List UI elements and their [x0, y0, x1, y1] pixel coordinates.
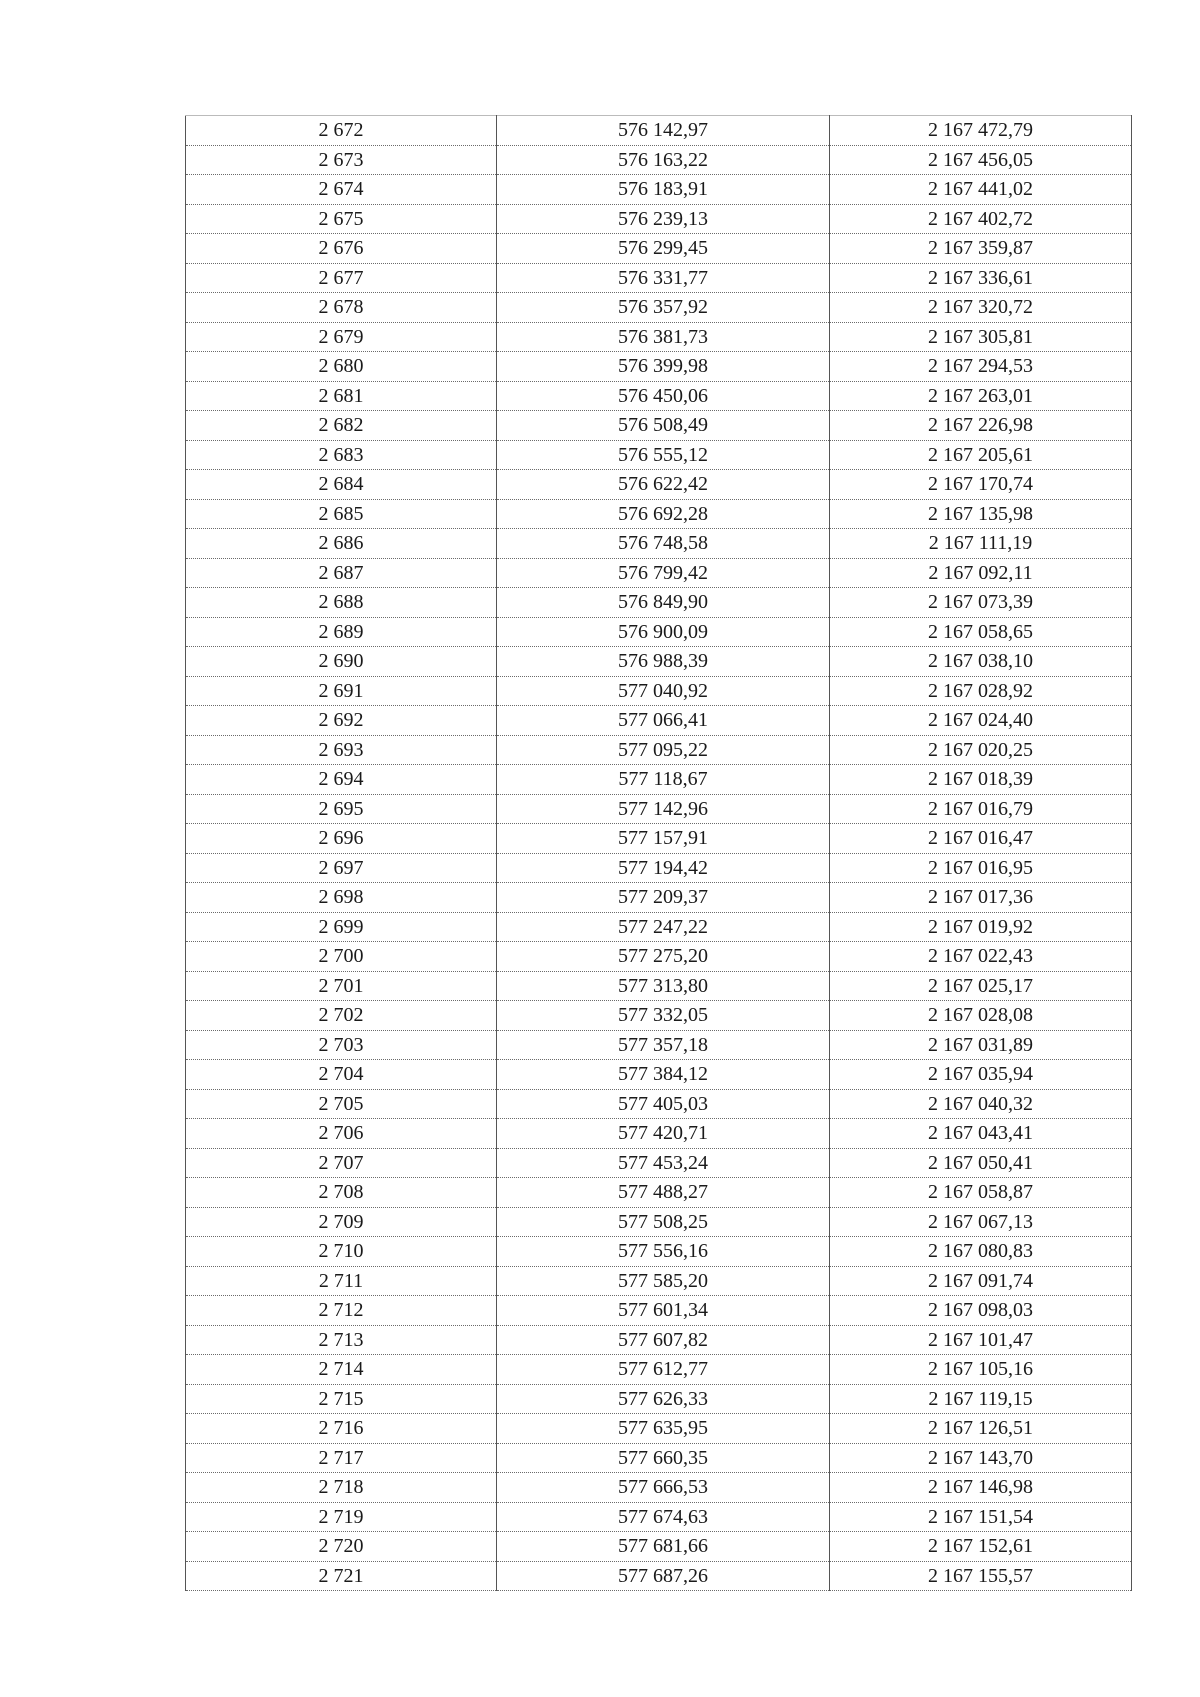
x-coordinate-cell: 576 450,06 — [497, 381, 830, 411]
y-coordinate-cell: 2 167 035,94 — [830, 1060, 1132, 1090]
x-coordinate-cell: 577 607,82 — [497, 1325, 830, 1355]
point-number-cell: 2 699 — [186, 912, 497, 942]
point-number-cell: 2 684 — [186, 470, 497, 500]
y-coordinate-cell: 2 167 016,95 — [830, 853, 1132, 883]
y-coordinate-cell: 2 167 092,11 — [830, 558, 1132, 588]
table-row — [186, 1148, 1132, 1178]
x-coordinate-cell: 576 163,22 — [497, 145, 830, 175]
y-coordinate-cell: 2 167 441,02 — [830, 175, 1132, 205]
point-number-cell: 2 688 — [186, 588, 497, 618]
x-coordinate-cell: 576 748,58 — [497, 529, 830, 559]
table-row — [186, 1355, 1132, 1385]
x-coordinate-cell: 577 556,16 — [497, 1237, 830, 1267]
table-row — [186, 883, 1132, 913]
y-coordinate-cell: 2 167 170,74 — [830, 470, 1132, 500]
x-coordinate-cell: 577 626,33 — [497, 1384, 830, 1414]
point-number-cell: 2 689 — [186, 617, 497, 647]
x-coordinate-cell: 577 601,34 — [497, 1296, 830, 1326]
table-row — [186, 529, 1132, 559]
x-coordinate-cell: 577 674,63 — [497, 1502, 830, 1532]
x-coordinate-cell: 577 275,20 — [497, 942, 830, 972]
x-coordinate-cell: 577 247,22 — [497, 912, 830, 942]
table-row — [186, 824, 1132, 854]
coordinates-table-body — [186, 116, 1132, 1591]
table-row — [186, 1030, 1132, 1060]
table-row — [186, 1001, 1132, 1031]
point-number-cell: 2 708 — [186, 1178, 497, 1208]
x-coordinate-cell: 577 635,95 — [497, 1414, 830, 1444]
table-row — [186, 1207, 1132, 1237]
table-row — [186, 263, 1132, 293]
y-coordinate-cell: 2 167 028,92 — [830, 676, 1132, 706]
coordinates-table — [185, 115, 1132, 1591]
table-row — [186, 853, 1132, 883]
point-number-cell: 2 710 — [186, 1237, 497, 1267]
x-coordinate-cell: 577 612,77 — [497, 1355, 830, 1385]
x-coordinate-cell: 577 508,25 — [497, 1207, 830, 1237]
point-number-cell: 2 700 — [186, 942, 497, 972]
point-number-cell: 2 718 — [186, 1473, 497, 1503]
x-coordinate-cell: 576 381,73 — [497, 322, 830, 352]
y-coordinate-cell: 2 167 119,15 — [830, 1384, 1132, 1414]
point-number-cell: 2 712 — [186, 1296, 497, 1326]
table-row — [186, 1502, 1132, 1532]
table-row — [186, 145, 1132, 175]
y-coordinate-cell: 2 167 098,03 — [830, 1296, 1132, 1326]
table-row — [186, 1443, 1132, 1473]
table-row — [186, 440, 1132, 470]
x-coordinate-cell: 576 988,39 — [497, 647, 830, 677]
point-number-cell: 2 717 — [186, 1443, 497, 1473]
point-number-cell: 2 721 — [186, 1561, 497, 1591]
x-coordinate-cell: 577 095,22 — [497, 735, 830, 765]
table-row — [186, 1561, 1132, 1591]
y-coordinate-cell: 2 167 067,13 — [830, 1207, 1132, 1237]
table-row — [186, 912, 1132, 942]
x-coordinate-cell: 577 687,26 — [497, 1561, 830, 1591]
table-row — [186, 175, 1132, 205]
table-row — [186, 765, 1132, 795]
x-coordinate-cell: 577 666,53 — [497, 1473, 830, 1503]
point-number-cell: 2 706 — [186, 1119, 497, 1149]
x-coordinate-cell: 576 508,49 — [497, 411, 830, 441]
point-number-cell: 2 693 — [186, 735, 497, 765]
table-row — [186, 971, 1132, 1001]
table-row — [186, 1237, 1132, 1267]
x-coordinate-cell: 577 681,66 — [497, 1532, 830, 1562]
y-coordinate-cell: 2 167 073,39 — [830, 588, 1132, 618]
table-row — [186, 1384, 1132, 1414]
y-coordinate-cell: 2 167 017,36 — [830, 883, 1132, 913]
x-coordinate-cell: 576 692,28 — [497, 499, 830, 529]
point-number-cell: 2 674 — [186, 175, 497, 205]
y-coordinate-cell: 2 167 151,54 — [830, 1502, 1132, 1532]
x-coordinate-cell: 577 660,35 — [497, 1443, 830, 1473]
point-number-cell: 2 695 — [186, 794, 497, 824]
table-row — [186, 1414, 1132, 1444]
y-coordinate-cell: 2 167 472,79 — [830, 116, 1132, 146]
x-coordinate-cell: 577 405,03 — [497, 1089, 830, 1119]
point-number-cell: 2 713 — [186, 1325, 497, 1355]
table-row — [186, 234, 1132, 264]
point-number-cell: 2 701 — [186, 971, 497, 1001]
x-coordinate-cell: 576 799,42 — [497, 558, 830, 588]
y-coordinate-cell: 2 167 105,16 — [830, 1355, 1132, 1385]
point-number-cell: 2 673 — [186, 145, 497, 175]
point-number-cell: 2 692 — [186, 706, 497, 736]
y-coordinate-cell: 2 167 016,47 — [830, 824, 1132, 854]
table-row — [186, 735, 1132, 765]
x-coordinate-cell: 577 420,71 — [497, 1119, 830, 1149]
x-coordinate-cell: 576 239,13 — [497, 204, 830, 234]
point-number-cell: 2 702 — [186, 1001, 497, 1031]
table-row — [186, 588, 1132, 618]
point-number-cell: 2 694 — [186, 765, 497, 795]
point-number-cell: 2 703 — [186, 1030, 497, 1060]
table-row — [186, 706, 1132, 736]
point-number-cell: 2 720 — [186, 1532, 497, 1562]
x-coordinate-cell: 576 183,91 — [497, 175, 830, 205]
table-row — [186, 499, 1132, 529]
y-coordinate-cell: 2 167 025,17 — [830, 971, 1132, 1001]
x-coordinate-cell: 577 066,41 — [497, 706, 830, 736]
table-row — [186, 617, 1132, 647]
y-coordinate-cell: 2 167 019,92 — [830, 912, 1132, 942]
y-coordinate-cell: 2 167 135,98 — [830, 499, 1132, 529]
y-coordinate-cell: 2 167 080,83 — [830, 1237, 1132, 1267]
y-coordinate-cell: 2 167 226,98 — [830, 411, 1132, 441]
table-row — [186, 1325, 1132, 1355]
point-number-cell: 2 676 — [186, 234, 497, 264]
table-row — [186, 322, 1132, 352]
point-number-cell: 2 686 — [186, 529, 497, 559]
x-coordinate-cell: 576 555,12 — [497, 440, 830, 470]
y-coordinate-cell: 2 167 040,32 — [830, 1089, 1132, 1119]
y-coordinate-cell: 2 167 305,81 — [830, 322, 1132, 352]
point-number-cell: 2 709 — [186, 1207, 497, 1237]
point-number-cell: 2 679 — [186, 322, 497, 352]
x-coordinate-cell: 577 585,20 — [497, 1266, 830, 1296]
table-row — [186, 676, 1132, 706]
table-row — [186, 381, 1132, 411]
x-coordinate-cell: 577 194,42 — [497, 853, 830, 883]
point-number-cell: 2 685 — [186, 499, 497, 529]
point-number-cell: 2 705 — [186, 1089, 497, 1119]
x-coordinate-cell: 576 849,90 — [497, 588, 830, 618]
y-coordinate-cell: 2 167 155,57 — [830, 1561, 1132, 1591]
table-row — [186, 352, 1132, 382]
y-coordinate-cell: 2 167 022,43 — [830, 942, 1132, 972]
table-row — [186, 1119, 1132, 1149]
y-coordinate-cell: 2 167 043,41 — [830, 1119, 1132, 1149]
table-row — [186, 204, 1132, 234]
table-row — [186, 1266, 1132, 1296]
y-coordinate-cell: 2 167 320,72 — [830, 293, 1132, 323]
table-row — [186, 293, 1132, 323]
y-coordinate-cell: 2 167 294,53 — [830, 352, 1132, 382]
point-number-cell: 2 680 — [186, 352, 497, 382]
x-coordinate-cell: 577 157,91 — [497, 824, 830, 854]
point-number-cell: 2 704 — [186, 1060, 497, 1090]
table-row — [186, 1532, 1132, 1562]
y-coordinate-cell: 2 167 456,05 — [830, 145, 1132, 175]
table-row — [186, 1089, 1132, 1119]
x-coordinate-cell: 577 357,18 — [497, 1030, 830, 1060]
y-coordinate-cell: 2 167 058,65 — [830, 617, 1132, 647]
x-coordinate-cell: 577 332,05 — [497, 1001, 830, 1031]
table-row — [186, 558, 1132, 588]
y-coordinate-cell: 2 167 263,01 — [830, 381, 1132, 411]
x-coordinate-cell: 576 622,42 — [497, 470, 830, 500]
x-coordinate-cell: 577 453,24 — [497, 1148, 830, 1178]
point-number-cell: 2 715 — [186, 1384, 497, 1414]
point-number-cell: 2 716 — [186, 1414, 497, 1444]
y-coordinate-cell: 2 167 050,41 — [830, 1148, 1132, 1178]
y-coordinate-cell: 2 167 126,51 — [830, 1414, 1132, 1444]
y-coordinate-cell: 2 167 402,72 — [830, 204, 1132, 234]
table-row — [186, 116, 1132, 146]
table-row — [186, 794, 1132, 824]
point-number-cell: 2 697 — [186, 853, 497, 883]
y-coordinate-cell: 2 167 020,25 — [830, 735, 1132, 765]
point-number-cell: 2 682 — [186, 411, 497, 441]
y-coordinate-cell: 2 167 205,61 — [830, 440, 1132, 470]
table-row — [186, 1178, 1132, 1208]
y-coordinate-cell: 2 167 016,79 — [830, 794, 1132, 824]
y-coordinate-cell: 2 167 038,10 — [830, 647, 1132, 677]
y-coordinate-cell: 2 167 146,98 — [830, 1473, 1132, 1503]
y-coordinate-cell: 2 167 336,61 — [830, 263, 1132, 293]
point-number-cell: 2 690 — [186, 647, 497, 677]
point-number-cell: 2 675 — [186, 204, 497, 234]
x-coordinate-cell: 577 118,67 — [497, 765, 830, 795]
point-number-cell: 2 719 — [186, 1502, 497, 1532]
point-number-cell: 2 677 — [186, 263, 497, 293]
y-coordinate-cell: 2 167 058,87 — [830, 1178, 1132, 1208]
x-coordinate-cell: 576 357,92 — [497, 293, 830, 323]
point-number-cell: 2 714 — [186, 1355, 497, 1385]
y-coordinate-cell: 2 167 101,47 — [830, 1325, 1132, 1355]
table-row — [186, 647, 1132, 677]
x-coordinate-cell: 577 209,37 — [497, 883, 830, 913]
y-coordinate-cell: 2 167 152,61 — [830, 1532, 1132, 1562]
point-number-cell: 2 678 — [186, 293, 497, 323]
x-coordinate-cell: 577 040,92 — [497, 676, 830, 706]
x-coordinate-cell: 577 488,27 — [497, 1178, 830, 1208]
y-coordinate-cell: 2 167 031,89 — [830, 1030, 1132, 1060]
x-coordinate-cell: 577 142,96 — [497, 794, 830, 824]
y-coordinate-cell: 2 167 028,08 — [830, 1001, 1132, 1031]
point-number-cell: 2 707 — [186, 1148, 497, 1178]
x-coordinate-cell: 577 313,80 — [497, 971, 830, 1001]
point-number-cell: 2 698 — [186, 883, 497, 913]
point-number-cell: 2 711 — [186, 1266, 497, 1296]
y-coordinate-cell: 2 167 018,39 — [830, 765, 1132, 795]
y-coordinate-cell: 2 167 111,19 — [830, 529, 1132, 559]
y-coordinate-cell: 2 167 024,40 — [830, 706, 1132, 736]
x-coordinate-cell: 576 299,45 — [497, 234, 830, 264]
x-coordinate-cell: 576 900,09 — [497, 617, 830, 647]
x-coordinate-cell: 576 399,98 — [497, 352, 830, 382]
table-row — [186, 1473, 1132, 1503]
table-row — [186, 942, 1132, 972]
table-row — [186, 1296, 1132, 1326]
table-row — [186, 1060, 1132, 1090]
table-row — [186, 470, 1132, 500]
x-coordinate-cell: 576 142,97 — [497, 116, 830, 146]
point-number-cell: 2 691 — [186, 676, 497, 706]
y-coordinate-cell: 2 167 143,70 — [830, 1443, 1132, 1473]
point-number-cell: 2 683 — [186, 440, 497, 470]
x-coordinate-cell: 576 331,77 — [497, 263, 830, 293]
x-coordinate-cell: 577 384,12 — [497, 1060, 830, 1090]
point-number-cell: 2 696 — [186, 824, 497, 854]
point-number-cell: 2 681 — [186, 381, 497, 411]
table-row — [186, 411, 1132, 441]
y-coordinate-cell: 2 167 091,74 — [830, 1266, 1132, 1296]
point-number-cell: 2 687 — [186, 558, 497, 588]
point-number-cell: 2 672 — [186, 116, 497, 146]
y-coordinate-cell: 2 167 359,87 — [830, 234, 1132, 264]
